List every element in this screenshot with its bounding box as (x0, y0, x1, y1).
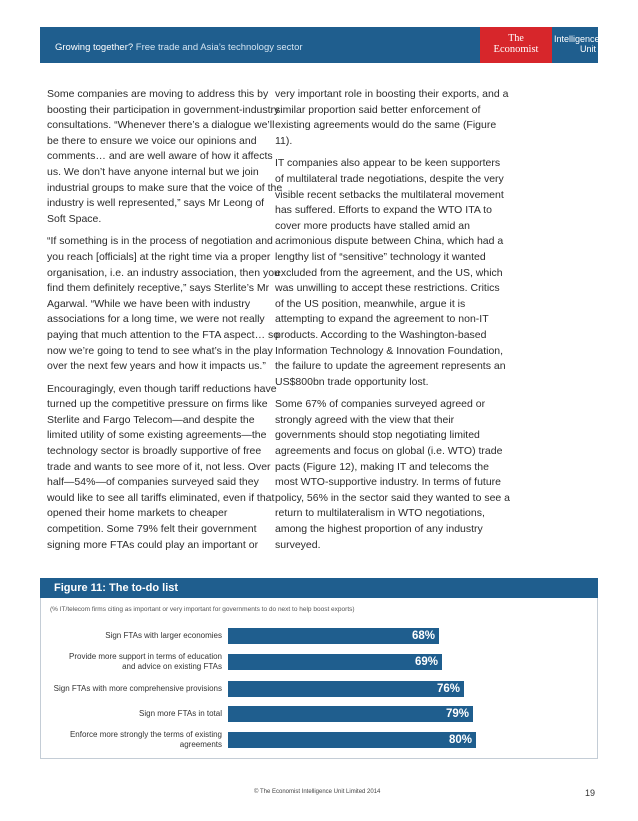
bar-label: Sign more FTAs in total (139, 709, 222, 718)
left-paragraph-2: “If something is in the process of negotiation and you reach [officials] at the right time via a proper organisation, i.e. an industry association, then you find them definitely receptive,” says Sterlite’s Mr Agarwal. “While we have been with industry associations for a long time, we were not really paying that much attention to the FTA aspect… so now we’re going to tend to see what’s in the play over the next few years and how it impacts us.” (47, 235, 280, 373)
bar (228, 654, 442, 670)
bar-label: Sign FTAs with larger economies (105, 631, 222, 640)
right-column (275, 87, 511, 560)
eiu-logo (554, 27, 598, 63)
subtitle-lead: Growing together? (55, 42, 134, 53)
bar-value-label: 80% (448, 734, 472, 746)
left-paragraph-1: Some companies are moving to address this by boosting their participation in government-industry consultations. “Whenever there’s a dialogue we’ll be there to ensure we voice our opinions and comments… and are well aware of how it affects us. We don’t have anyone internal but we join industrial groups to make sure that the voice of the industry is well represented,” says Mr Leong of Soft Space. (47, 88, 283, 225)
subtitle-rest: Free trade and Asia’s technology sector (133, 42, 303, 53)
bar-value-label: 79% (445, 708, 469, 720)
bar-label: Sign FTAs with more comprehensive provisions (53, 684, 222, 693)
bar-label: Enforce more strongly the terms of existing agreements (69, 730, 222, 749)
eiu-line-2: Unit (579, 44, 596, 54)
economist-logo (480, 27, 552, 63)
copyright: © The Economist Intelligence Unit Limited 2014 (254, 789, 381, 795)
bar-label: Provide more support in terms of education and advice on existing FTAs (69, 652, 222, 671)
bar-value-label: 68% (411, 630, 435, 642)
report-subtitle (55, 42, 303, 53)
left-paragraph-3: Encouragingly, even though tariff reductions have turned up the competitive pressure on firms like Sterlite and Fargo Telecom—and despite the limited utility of some existing agreements—the technology sector is broadly supportive of free trade and wants to see more of it, not less. Over half—54%—of companies surveyed said they would like to see all tariffs eliminated, even if that opened their home markets to cheaper competition. Some 79% felt their government signing more FTAs could play an important or (47, 382, 277, 551)
eiu-line-1: Intelligence (554, 34, 600, 44)
bar (228, 681, 464, 697)
bar-value-label: 76% (436, 683, 460, 695)
logo-line-2: Economist (493, 44, 539, 55)
right-paragraph-3: Some 67% of companies surveyed agreed or strongly agreed with the view that their governments should stop negotiating limited agreements and focus on global (i.e. WTO) trade pacts (Figure 12), making IT and telecoms the most WTO-supportive industry. In terms of future policy, 56% in the sector said they wanted to see a return to multilateralism in WTO negotiations, among the highest proportion of any industry surveyed. (275, 398, 511, 551)
right-paragraph-2: IT companies also appear to be keen supporters of multilateral trade negotiations, despite the very visible recent setbacks the multilateral movement has suffered. Efforts to expand the WTO ITA to cover more products have stalled amid an acrimonious dispute between China, which had a lengthy list of “sensitive” technology it wanted excluded from the agreement, and the US, which was unwilling to accept these restrictions. Critics of the US position, meanwhile, argue it is attempting to expand the agreement to non-IT products. According to the Washington-based Information Technology & Innovation Foundation, the failure to update the agreement represents an US$800bn trade opportunity lost. (275, 157, 506, 388)
right-paragraph-1: very important role in boosting their exports, and a similar proportion said better enforcement of existing agreements would do the same (Figure 11). (275, 88, 509, 147)
bar (228, 706, 473, 722)
left-column (47, 87, 283, 560)
bar-value-label: 69% (414, 656, 438, 668)
figure-title (40, 578, 598, 598)
figure-title-text: Figure 11: The to-do list (54, 582, 179, 594)
bar (228, 628, 439, 644)
figure-subtitle: (% IT/telecom firms citing as important or very important for governments to do next to help boost exports) (50, 606, 355, 613)
logo-line-1: The (508, 33, 524, 44)
page-number: 19 (585, 788, 596, 798)
bar (228, 732, 476, 748)
